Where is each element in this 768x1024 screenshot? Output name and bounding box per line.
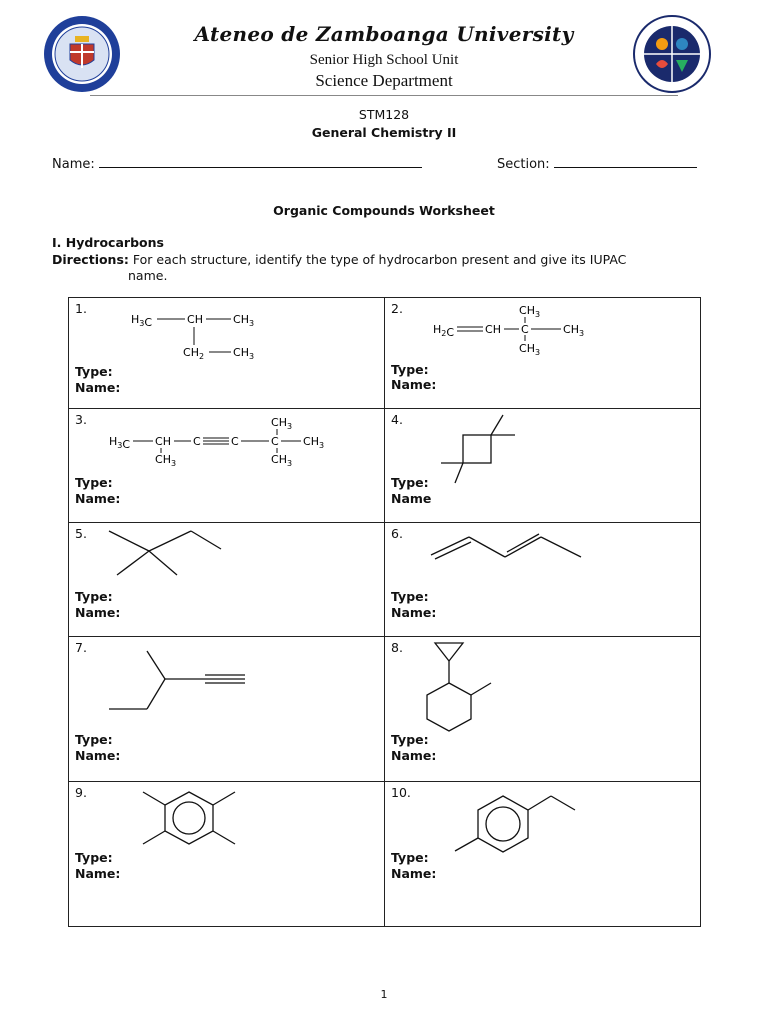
directions xyxy=(52,252,712,284)
type-label: Type: xyxy=(75,364,113,379)
atom-label: $CH_3$ xyxy=(233,346,255,361)
item-number: 4. xyxy=(391,412,403,427)
type-label: Type: xyxy=(75,589,113,604)
atom-label: $H_2C$ xyxy=(433,323,455,339)
section-blank[interactable] xyxy=(554,155,697,168)
name-blank[interactable] xyxy=(99,155,422,168)
type-label: Type: xyxy=(75,850,113,865)
name-label: Name: xyxy=(391,605,437,620)
item-number: 7. xyxy=(75,640,87,655)
part-heading: I. Hydrocarbons xyxy=(52,235,164,250)
name-label: Name xyxy=(391,491,432,506)
name-label: Name: xyxy=(391,866,437,881)
item-cell-4 xyxy=(385,409,701,523)
worksheet-title: Organic Compounds Worksheet xyxy=(273,203,495,218)
item-cell-2 xyxy=(385,298,701,409)
structure-10 xyxy=(385,782,701,927)
atom-label: C xyxy=(521,323,529,336)
unit-name: Senior High School Unit xyxy=(309,52,459,68)
name-label: Name: xyxy=(75,380,121,395)
directions-text-cont: name. xyxy=(128,268,168,283)
header-divider xyxy=(90,95,678,96)
item-cell-9 xyxy=(69,782,385,927)
directions-text: For each structure, identify the type of hydrocarbon present and give its IUPAC xyxy=(132,252,627,267)
type-label: Type: xyxy=(391,475,429,490)
name-label: Name: xyxy=(391,748,437,763)
atom-label: C xyxy=(193,435,201,448)
section-label: Section: xyxy=(497,157,550,172)
item-cell-5 xyxy=(69,523,385,637)
department-name: Science Department xyxy=(315,71,453,90)
item-cell-10 xyxy=(385,782,701,927)
type-label: Type: xyxy=(75,475,113,490)
atom-label: $CH_3$ xyxy=(519,342,541,357)
item-cell-7 xyxy=(69,637,385,782)
type-label: Type: xyxy=(391,589,429,604)
item-number: 3. xyxy=(75,412,87,427)
atom-label: CH xyxy=(155,435,171,448)
name-label: Name: xyxy=(75,748,121,763)
type-label: Type: xyxy=(75,732,113,747)
name-label: Name: xyxy=(75,605,121,620)
item-number: 6. xyxy=(391,526,403,541)
atom-label: C xyxy=(271,435,279,448)
name-label: Name: xyxy=(52,157,95,172)
atom-label: $H_3C$ xyxy=(109,435,131,451)
atom-label: C xyxy=(231,435,239,448)
atom-label: $H_3C$ xyxy=(131,313,153,329)
section-field[interactable] xyxy=(497,155,697,172)
item-number: 8. xyxy=(391,640,403,655)
item-number: 2. xyxy=(391,301,403,316)
name-label: Name: xyxy=(75,491,121,506)
atom-label: CH xyxy=(485,323,501,336)
atom-label: CH xyxy=(187,313,203,326)
type-label: Type: xyxy=(391,362,429,377)
item-number: 1. xyxy=(75,301,87,316)
university-name: Ateneo de Zamboanga University xyxy=(194,22,574,46)
atom-label: $CH_3$ xyxy=(271,416,293,431)
structure-2 xyxy=(385,298,701,409)
atom-label: $CH_3$ xyxy=(233,313,255,328)
atom-label: $CH_3$ xyxy=(519,304,541,319)
item-number: 9. xyxy=(75,785,87,800)
item-cell-1 xyxy=(69,298,385,409)
name-label: Name: xyxy=(391,377,437,392)
name-label: Name: xyxy=(75,866,121,881)
type-label: Type: xyxy=(391,850,429,865)
atom-label: $CH_2$ xyxy=(183,346,205,361)
atom-label: $CH_3$ xyxy=(563,323,585,338)
item-number: 5. xyxy=(75,526,87,541)
atom-label: $CH_3$ xyxy=(271,453,293,468)
name-field[interactable] xyxy=(52,155,422,172)
atom-label: $CH_3$ xyxy=(155,453,177,468)
course-code: STM128 xyxy=(358,107,410,122)
structure-9 xyxy=(69,782,385,927)
item-cell-3 xyxy=(69,409,385,523)
structures-table xyxy=(68,297,701,927)
item-number: 10. xyxy=(391,785,411,800)
course-name: General Chemistry II xyxy=(311,125,457,140)
structure-4 xyxy=(385,409,701,523)
type-label: Type: xyxy=(391,732,429,747)
atom-label: $CH_3$ xyxy=(303,435,325,450)
page-number: 1 xyxy=(380,988,388,1001)
directions-label: Directions: xyxy=(52,252,129,267)
item-cell-8 xyxy=(385,637,701,782)
item-cell-6 xyxy=(385,523,701,637)
